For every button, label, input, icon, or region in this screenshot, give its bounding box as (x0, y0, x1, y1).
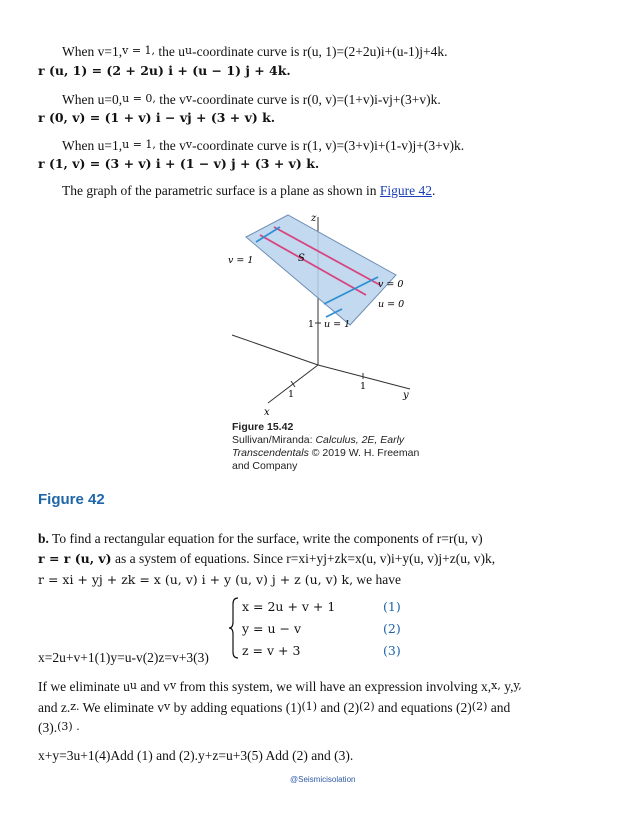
para3-math-u: u = 1, (122, 138, 156, 151)
elim-text-g: by adding equations (1) (170, 700, 302, 715)
elim-math-v: v (169, 679, 177, 692)
elim-text-e: and z. (38, 700, 71, 715)
elim-text-b: and v (136, 679, 170, 694)
derived-equations-line: x+y=3u+1(4)Add (1) and (2).y+z=u+3(5) Add (2) and (3). (38, 748, 354, 763)
u1-label: u = 1 (324, 319, 351, 330)
para2-line (62, 92, 441, 108)
elim-text-h: and (2) (317, 700, 360, 715)
partb-label: b. (38, 531, 49, 546)
partb-text-b: as a system of equations. Since r=xi+yj+zk=x(u, v)i+y(u, v)j+z(u, v)k, (111, 551, 496, 566)
elim-math-u: u (129, 679, 137, 692)
elim-text-c: from this system, we will have an expression involving x, (176, 679, 492, 694)
para3-line (62, 138, 464, 154)
v0-label: v = 0 (378, 279, 404, 290)
para1-text-a: When v=1, (62, 44, 123, 59)
para4-line (62, 183, 435, 199)
x-one-label: 1 (288, 389, 295, 400)
elim-text-i: and equations (2) (374, 700, 472, 715)
y-label: y (403, 390, 409, 401)
system-inline-text: x=2u+v+1(1)y=u-v(2)z=v+3(3) (38, 650, 209, 665)
elim-text-k: (3). (38, 720, 58, 735)
elim-text-j: and (487, 700, 511, 715)
elim-text-d: y, (500, 679, 514, 694)
system-num2: (2) (383, 621, 401, 636)
para1-text-c: -coordinate curve is r(u, 1)=(2+2u)i+(u-1)j+4k. (192, 44, 448, 59)
partb-line3 (38, 572, 401, 588)
partb-line1 (38, 531, 483, 547)
caption-book: Calculus, 2E, Early (315, 434, 405, 446)
figure-caption (232, 421, 419, 473)
para1-equation: r (u, 1) = (2 + 2u) i + (u − 1) j + 4k. (38, 63, 291, 78)
caption-title: Figure 15.42 (232, 421, 294, 433)
system-eq2: y = u − v (242, 621, 302, 636)
partb-math-components: r = xi + yj + zk = x (u, v) i + y (u, v) j + z (u, v) k, (38, 572, 354, 587)
elim-text-f: We eliminate v (79, 700, 165, 715)
para3-text-b: the v (155, 138, 186, 153)
caption-publisher: and Company (232, 460, 298, 472)
para2-math-v: v (185, 92, 193, 105)
elim-text-a: If we eliminate u (38, 679, 130, 694)
figure-42-link[interactable]: Figure 42 (379, 183, 433, 198)
x-label: x (264, 407, 270, 417)
elim-math-3: (3) . (57, 720, 80, 733)
figure-heading: Figure 42 (38, 491, 105, 508)
para3-equation: r (1, v) = (3 + v) i + (1 − v) j + (3 + v) k. (38, 156, 320, 171)
para3-math-v: v (185, 138, 193, 151)
system-brace (228, 596, 240, 660)
para1-math-u: u (185, 44, 193, 57)
elim-line3 (38, 720, 80, 736)
x-tick (291, 381, 295, 387)
system-eq3: z = v + 3 (242, 643, 301, 658)
para2-text-a: When u=0, (62, 92, 123, 107)
y-one-label: 1 (360, 381, 367, 392)
partb-math-r: r = r (u, v) (38, 551, 112, 566)
para3-text-c: -coordinate curve is r(1, v)=(3+v)i+(1-v)j+(3+v)k. (192, 138, 465, 153)
para2-text-b: the v (155, 92, 186, 107)
para1-line (62, 44, 448, 60)
v1-label: v = 1 (228, 255, 254, 266)
para1-math-v: v = 1, (122, 44, 156, 57)
surface-S-label: S (298, 253, 305, 264)
elim-math-z: z. (70, 700, 80, 713)
z-label: z (311, 213, 317, 224)
system-eq1: x = 2u + v + 1 (242, 599, 336, 614)
elim-line2 (38, 700, 510, 716)
elim-math-1: (1) (301, 700, 318, 713)
u0-label: u = 0 (378, 299, 405, 310)
elim-math-x: x, (491, 679, 501, 692)
parametric-surface-figure (220, 205, 440, 417)
caption-book-cont: Transcendentals (232, 447, 309, 459)
elim-math-v2: v (164, 700, 171, 713)
elim-line1 (38, 679, 522, 695)
caption-copyright: © 2019 W. H. Freeman (308, 447, 420, 459)
elim-math-2b: (2) (471, 700, 488, 713)
elim-math-2: (2) (359, 700, 375, 713)
partb-text-c: we have (353, 572, 402, 587)
elim-math-y: y, (513, 679, 522, 692)
z-one-label: 1 (308, 319, 315, 330)
partb-line2 (38, 551, 495, 567)
para2-math-u: u = 0, (122, 92, 156, 105)
para2-equation: r (0, v) = (1 + v) i − vj + (3 + v) k. (38, 110, 276, 125)
para4-text: The graph of the parametric surface is a plane as shown in (62, 183, 380, 198)
watermark: @Seismicisolation (290, 775, 356, 784)
partb-text-a: To find a rectangular equation for the surface, write the components of r=r(u, v) (48, 531, 483, 546)
system-num3: (3) (383, 643, 401, 658)
para1-text-b: the u (155, 44, 186, 59)
system-num1: (1) (383, 599, 401, 614)
para4-end: . (432, 183, 436, 198)
para3-text-a: When u=1, (62, 138, 123, 153)
caption-author: Sullivan/Miranda: (232, 434, 316, 446)
negative-y-axis (232, 335, 318, 365)
para2-text-c: -coordinate curve is r(0, v)=(1+v)i-vj+(3+v)k. (192, 92, 441, 107)
